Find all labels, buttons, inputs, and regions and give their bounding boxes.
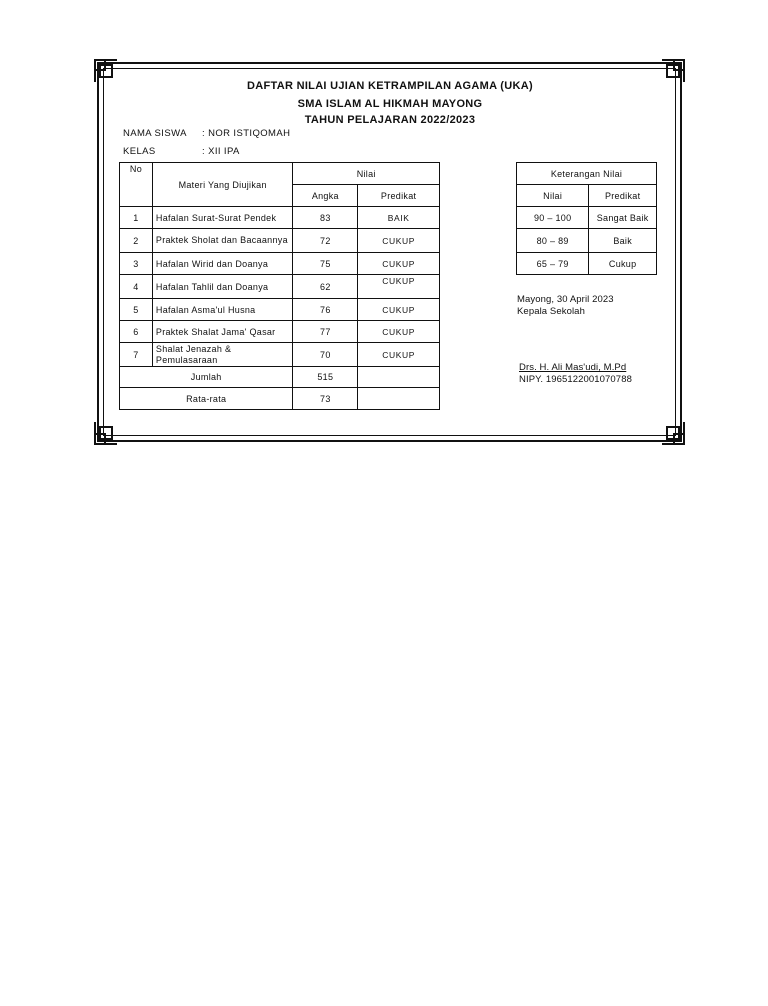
legend-range: 80 – 89 bbox=[517, 229, 589, 253]
row-angka: 77 bbox=[293, 321, 358, 343]
sign-position: Kepala Sekolah bbox=[517, 306, 585, 317]
row-predikat: CUKUP bbox=[358, 229, 440, 253]
row-angka: 75 bbox=[293, 253, 358, 275]
corner-ornament-icon bbox=[93, 420, 119, 446]
legend-table bbox=[516, 162, 657, 275]
row-no: 4 bbox=[120, 275, 153, 299]
row-angka: 76 bbox=[293, 299, 358, 321]
average-row bbox=[120, 388, 440, 410]
row-materi: Hafalan Asma'ul Husna bbox=[152, 299, 293, 321]
rata-predikat bbox=[358, 388, 440, 410]
sign-name: Drs. H. Ali Mas'udi, M.Pd bbox=[519, 362, 627, 373]
class-value: : XII IPA bbox=[202, 146, 240, 157]
legend-row bbox=[517, 253, 657, 275]
row-predikat: CUKUP bbox=[358, 343, 440, 367]
row-no: 7 bbox=[120, 343, 153, 367]
header-angka: Angka bbox=[293, 185, 358, 207]
jumlah-predikat bbox=[358, 367, 440, 388]
sign-nip: NIPY. 1965122001070788 bbox=[519, 374, 632, 385]
legend-header-nilai: Nilai bbox=[517, 185, 589, 207]
row-angka: 72 bbox=[293, 229, 358, 253]
row-no: 5 bbox=[120, 299, 153, 321]
rata-label: Rata-rata bbox=[120, 388, 293, 410]
corner-ornament-icon bbox=[660, 420, 686, 446]
table-row bbox=[120, 207, 440, 229]
row-no: 3 bbox=[120, 253, 153, 275]
legend-row bbox=[517, 229, 657, 253]
row-predikat: CUKUP bbox=[358, 299, 440, 321]
student-name-value: : NOR ISTIQOMAH bbox=[202, 128, 291, 139]
header-predikat: Predikat bbox=[358, 185, 440, 207]
jumlah-value: 515 bbox=[293, 367, 358, 388]
legend-predikat: Cukup bbox=[589, 253, 657, 275]
jumlah-label: Jumlah bbox=[120, 367, 293, 388]
row-materi: Praktek Shalat Jama' Qasar bbox=[152, 321, 293, 343]
legend-range: 65 – 79 bbox=[517, 253, 589, 275]
rata-value: 73 bbox=[293, 388, 358, 410]
table-row bbox=[120, 253, 440, 275]
header-nilai: Nilai bbox=[293, 163, 440, 185]
row-no: 2 bbox=[120, 229, 153, 253]
school-name: SMA ISLAM AL HIKMAH MAYONG bbox=[297, 98, 483, 110]
academic-year: TAHUN PELAJARAN 2022/2023 bbox=[304, 114, 476, 126]
row-predikat: CUKUP bbox=[358, 253, 440, 275]
row-predikat: CUKUP bbox=[358, 275, 440, 299]
sign-place-date: Mayong, 30 April 2023 bbox=[517, 294, 614, 305]
row-angka: 83 bbox=[293, 207, 358, 229]
score-table bbox=[119, 162, 440, 410]
row-predikat: CUKUP bbox=[358, 321, 440, 343]
class-label: KELAS bbox=[123, 146, 156, 157]
row-materi: Praktek Sholat dan Bacaannya bbox=[152, 229, 293, 253]
table-row bbox=[120, 343, 440, 367]
legend-title: Keterangan Nilai bbox=[517, 163, 657, 185]
row-no: 1 bbox=[120, 207, 153, 229]
row-predikat: BAIK bbox=[358, 207, 440, 229]
document-title: DAFTAR NILAI UJIAN KETRAMPILAN AGAMA (UKA) bbox=[247, 80, 533, 92]
row-materi: Hafalan Tahlil dan Doanya bbox=[152, 275, 293, 299]
legend-predikat: Baik bbox=[589, 229, 657, 253]
total-row bbox=[120, 367, 440, 388]
table-row bbox=[120, 229, 440, 253]
row-materi: Shalat Jenazah & Pemulasaraan bbox=[152, 343, 293, 367]
student-name-label: NAMA SISWA bbox=[123, 128, 187, 139]
header-materi: Materi Yang Diujikan bbox=[152, 163, 293, 207]
table-row bbox=[120, 275, 440, 299]
row-materi: Hafalan Surat-Surat Pendek bbox=[152, 207, 293, 229]
row-angka: 70 bbox=[293, 343, 358, 367]
row-angka: 62 bbox=[293, 275, 358, 299]
table-row bbox=[120, 321, 440, 343]
table-row bbox=[120, 299, 440, 321]
legend-header-predikat: Predikat bbox=[589, 185, 657, 207]
header-no: No bbox=[120, 163, 153, 207]
row-materi: Hafalan Wirid dan Doanya bbox=[152, 253, 293, 275]
legend-row bbox=[517, 207, 657, 229]
legend-range: 90 – 100 bbox=[517, 207, 589, 229]
row-no: 6 bbox=[120, 321, 153, 343]
legend-predikat: Sangat Baik bbox=[589, 207, 657, 229]
